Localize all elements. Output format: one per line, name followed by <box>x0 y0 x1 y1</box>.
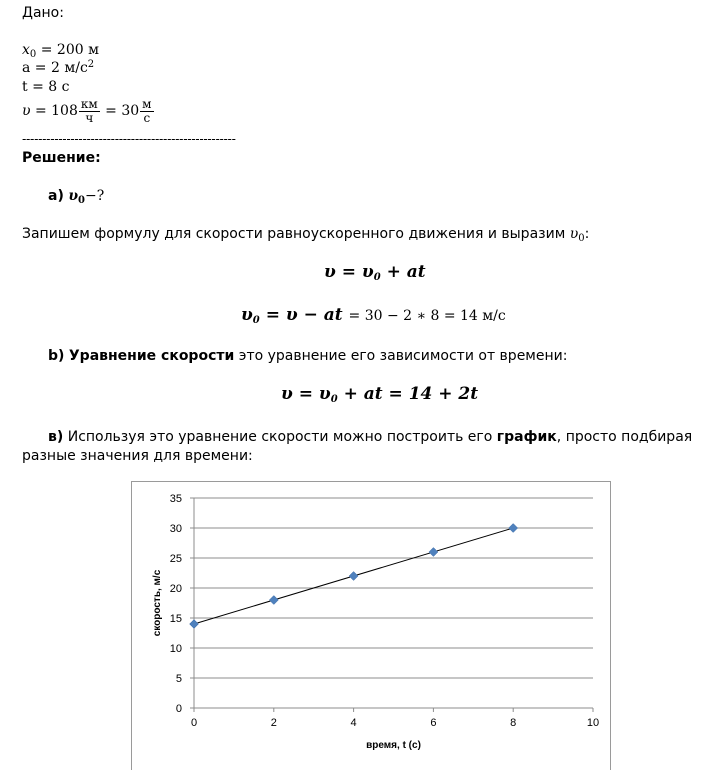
eq3-mid: = υ <box>298 384 331 404</box>
v-unit2-fraction <box>140 98 153 125</box>
y-tick-label: 30 <box>169 523 182 535</box>
x-tick-label: 10 <box>586 717 600 729</box>
y-tick-label: 15 <box>169 613 182 625</box>
v-value: = 108 <box>34 103 78 119</box>
y-tick-label: 20 <box>169 583 182 595</box>
eq2-sub: 0 <box>252 315 260 326</box>
equation-1 <box>324 263 426 281</box>
part-a <box>48 187 104 205</box>
part-v-text2: , просто подбирая <box>556 429 693 445</box>
x0-value: = 200 м <box>40 42 99 58</box>
eq2-mid: = υ − at <box>265 305 343 325</box>
data-point <box>190 620 199 629</box>
eq1-rhs: + at <box>386 262 426 282</box>
part-b <box>48 347 567 365</box>
given-heading: Дано: <box>22 5 64 21</box>
x-tick-label: 0 <box>190 717 198 729</box>
given-divider: ----------------------------------------------------- <box>22 132 236 146</box>
y-tick-label: 0 <box>175 703 182 715</box>
equation-3 <box>281 385 478 403</box>
x-tick-label: 8 <box>510 717 517 729</box>
x-tick-label: 6 <box>430 717 437 729</box>
data-point <box>349 572 358 581</box>
eq1-mid: = υ <box>341 262 374 282</box>
data-point <box>269 596 278 605</box>
v-symbol: υ <box>22 103 31 119</box>
part-v-bold-text: график <box>496 429 557 445</box>
part-a-subscript: 0 <box>78 195 85 206</box>
eq3-rhs: + at = 14 + 2t <box>343 384 479 404</box>
intro-text: Запишем формулу для скорости равноускоренного движения и выразим <box>22 226 566 242</box>
x-tick-label: 2 <box>270 717 277 729</box>
equation-2 <box>241 306 506 325</box>
y-tick-label: 35 <box>169 493 182 505</box>
part-a-label: a) <box>48 188 64 204</box>
solution-heading: Решение: <box>22 150 101 166</box>
eq3-sub: 0 <box>330 394 338 405</box>
given-a <box>22 59 94 77</box>
eq1-sub: 0 <box>373 272 381 283</box>
part-v-label: в) <box>48 429 64 445</box>
v-unit1-den: ч <box>85 110 94 125</box>
eq3-lhs: υ <box>281 384 293 404</box>
part-b-text: это уравнение его зависимости от времени: <box>234 348 568 364</box>
intro-subscript: 0 <box>578 233 585 244</box>
x0-subscript: 0 <box>29 49 37 60</box>
part-v <box>48 428 692 446</box>
x-axis-label: время, t (с) <box>366 740 421 751</box>
y-tick-label: 25 <box>169 553 182 565</box>
y-axis-label: скорость, м/с <box>152 569 163 637</box>
eq2-rhs: = 30 − 2 ∗ 8 = 14 м/с <box>348 308 506 324</box>
eq2-lhs: υ <box>241 305 253 325</box>
y-tick-label: 5 <box>175 673 182 685</box>
eq1-lhs: υ <box>324 262 336 282</box>
velocity-chart <box>132 482 612 771</box>
part-a-symbol: υ <box>68 188 79 204</box>
part-b-bold-text: Уравнение скорости <box>68 348 235 364</box>
v-unit2-num: м <box>142 96 152 111</box>
a-text: a = 2 м/с <box>22 60 88 76</box>
y-tick-label: 10 <box>169 643 182 655</box>
part-b-label: b) <box>48 348 65 364</box>
v-unit1-fraction <box>79 98 100 125</box>
data-point <box>429 548 438 557</box>
given-v <box>22 97 155 125</box>
v-value2: = 30 <box>105 103 140 119</box>
part-v-line2: разные значения для времени: <box>22 448 253 464</box>
v-unit2-den: с <box>143 110 151 125</box>
given-t: t = 8 с <box>22 79 70 95</box>
intro-symbol: υ <box>569 226 579 242</box>
intro-colon: : <box>584 226 590 242</box>
a-superscript: 2 <box>87 59 95 70</box>
data-point <box>509 524 518 533</box>
v-unit1-num: км <box>80 96 98 111</box>
chart-frame <box>131 481 611 770</box>
x0-symbol: x <box>22 42 30 58</box>
part-v-text1: Используя это уравнение скорости можно построить его <box>67 429 497 445</box>
x-tick-label: 4 <box>350 717 357 729</box>
part-a-suffix: −? <box>85 188 105 204</box>
given-x0 <box>22 41 99 59</box>
intro-line <box>22 225 589 243</box>
